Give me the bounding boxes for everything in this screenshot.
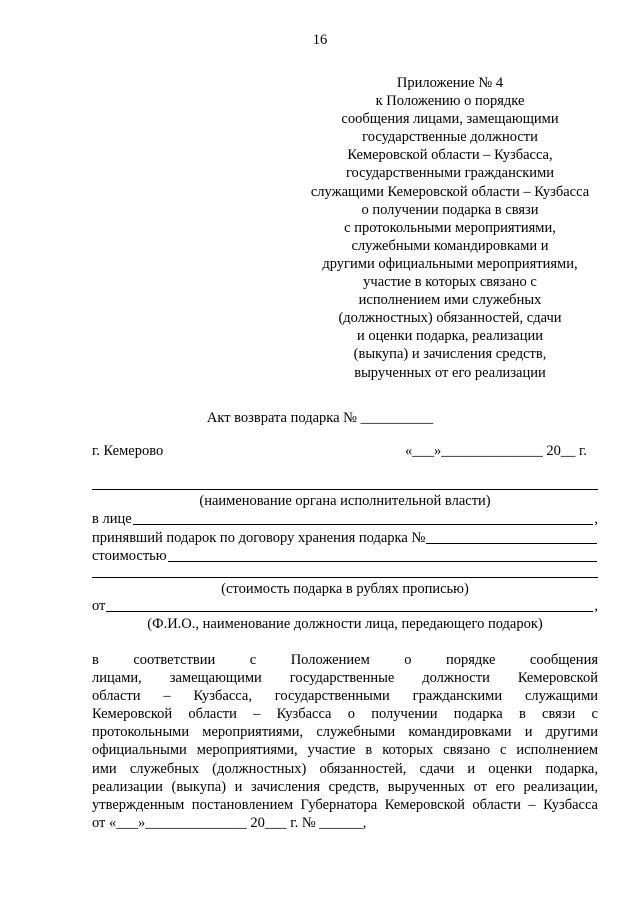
in-person-label: в лице [92, 511, 132, 527]
comma: , [594, 598, 598, 614]
in-person-row [92, 511, 598, 528]
appendix-line: Приложение № 4 [396, 75, 504, 91]
fio-caption: (Ф.И.О., наименование должности лица, передающего подарок) [147, 616, 543, 632]
appendix-line: сообщения лицами, замещающими [341, 111, 559, 128]
contract-number-line [426, 543, 597, 544]
appendix-line: (должностных) обязанностей, сдачи [338, 310, 562, 327]
from-fill-line [106, 611, 593, 612]
comma: , [594, 511, 598, 527]
appendix-line: служебными командировками и [351, 237, 549, 254]
appendix-line: государственные должности [362, 129, 538, 146]
body-line: Кемеровской области – Кузбасса о получении подарка в связи с [92, 706, 598, 723]
page-number: 16 [312, 32, 328, 48]
body-line: протокольными мероприятиями, служебными командировками и другими [92, 724, 598, 741]
cost-fill-line [168, 561, 597, 562]
date-line: «___»______________ 20__ г. [405, 443, 587, 459]
cost-words-line [92, 577, 598, 578]
appendix-line: другими официальными мероприятиями, [322, 255, 578, 272]
appendix-line: (выкупа) и зачисления средств, [353, 346, 547, 363]
body-line: от «___»______________ 20___ г. № ______, [92, 814, 367, 831]
body-line: области – Кузбасса, государственными гражданскими служащими [92, 688, 598, 705]
appendix-line: о получении подарка в связи [361, 201, 539, 218]
city-label: г. Кемерово [92, 443, 164, 459]
accepted-label: принявший подарок по договору хранения подарка № [92, 530, 426, 546]
body-line: утвержденным постановлением Губернатора Кемеровской области – Кузбасса [92, 796, 598, 813]
appendix-line: и оценки подарка, реализации [356, 328, 544, 345]
appendix-line: к Положению о порядке [375, 93, 525, 110]
organ-caption: (наименование органа исполнительной власти) [199, 493, 491, 509]
accepted-row [92, 530, 598, 547]
appendix-line: вырученных от его реализации [354, 364, 546, 381]
appendix-line: участие в которых связано с [363, 274, 537, 291]
cost-row [92, 548, 598, 565]
in-person-fill-line [133, 524, 594, 525]
body-line: официальными мероприятиями, участие в которых связано с исполнением [92, 742, 598, 759]
appendix-line: с протокольными мероприятиями, [344, 219, 556, 236]
body-line: в соответствии с Положением о порядке сообщения [92, 652, 598, 668]
appendix-line: Кемеровской области – Кузбасса, [347, 147, 553, 164]
act-title: Акт возврата подарка № __________ [206, 410, 434, 426]
appendix-line: служащими Кемеровской области – Кузбасса [310, 183, 590, 200]
appendix-line: исполнением ими служебных [358, 292, 542, 309]
body-line: ими служебных (должностных) обязанностей, сдачи и оценки подарка, [92, 760, 598, 777]
appendix-line: государственными гражданскими [345, 165, 555, 182]
from-label: от [92, 598, 106, 614]
body-paragraph [92, 651, 598, 832]
organ-name-line [92, 489, 598, 490]
cost-label: стоимостью [92, 548, 167, 564]
appendix-header [290, 74, 610, 382]
cost-caption: (стоимость подарка в рублях прописью) [221, 581, 469, 597]
body-line: реализации (выкупа) и зачисления средств, вырученных от его реализации, [92, 778, 598, 795]
from-row [92, 598, 598, 615]
body-line: лицами, замещающими государственные должности Кемеровской [92, 670, 598, 687]
